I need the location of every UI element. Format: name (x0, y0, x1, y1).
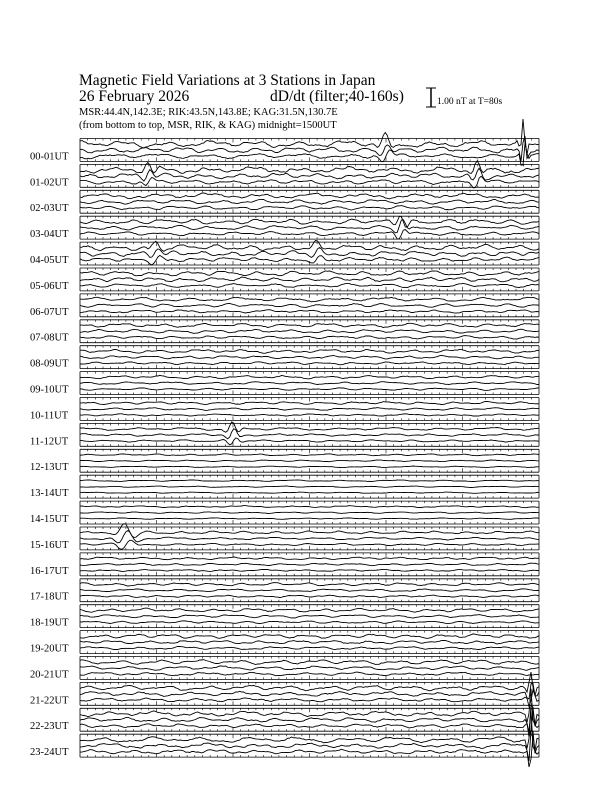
hour-label: 13-14UT (30, 488, 69, 500)
hour-label: 02-03UT (30, 203, 69, 215)
hour-panel (80, 605, 539, 628)
hour-panel (80, 161, 539, 188)
chart-quantity: dD/dt (filter;40-160s) (270, 88, 404, 105)
hour-label: 04-05UT (30, 255, 69, 266)
hour-label: 08-09UT (30, 358, 69, 370)
panels (80, 119, 539, 767)
hour-label: 03-04UT (30, 229, 69, 241)
hour-panel (80, 553, 539, 576)
hour-label: 22-23UT (30, 721, 69, 733)
trace-rik (80, 199, 539, 204)
trace-kag (80, 583, 539, 586)
hour-panel (80, 631, 539, 654)
hour-panel (80, 475, 539, 498)
trace-msr (80, 710, 539, 736)
hour-label: 20-21UT (30, 669, 69, 681)
hour-label: 17-18UT (30, 591, 69, 603)
hour-label: 21-22UT (30, 695, 69, 707)
hour-label: 07-08UT (30, 332, 69, 344)
trace-kag (80, 454, 539, 456)
hour-panel (80, 320, 539, 343)
trace-kag (80, 323, 539, 327)
hour-panel (80, 294, 539, 317)
trace-kag (80, 402, 539, 405)
trace-rik (80, 512, 539, 514)
trace-rik (80, 589, 539, 592)
hour-label: 15-16UT (30, 539, 69, 551)
trace-msr (80, 310, 539, 313)
trace-kag (80, 297, 539, 302)
hour-label: 06-07UT (30, 306, 69, 318)
hour-panel (80, 346, 539, 369)
hour-panel (80, 422, 539, 446)
trace-kag (80, 608, 539, 612)
hour-panel (80, 241, 539, 266)
trace-msr (80, 672, 539, 676)
trace-rik (80, 460, 539, 462)
trace-msr (80, 144, 539, 166)
hour-label: 19-20UT (30, 643, 69, 655)
trace-msr (80, 569, 539, 571)
stations-coordinates: MSR:44.4N,142.3E; RIK:43.5N,143.8E; KAG:31.5N,130.7E (79, 107, 338, 118)
trace-msr (80, 388, 539, 391)
trace-msr (80, 735, 539, 767)
trace-rik (80, 277, 539, 282)
hour-label: 14-15UT (30, 514, 69, 525)
trace-rik (80, 382, 539, 385)
trace-rik (80, 329, 539, 333)
hour-panel (80, 190, 539, 213)
scale-bar (426, 88, 502, 107)
hour-panel (80, 398, 539, 421)
chart-title: Magnetic Field Variations at 3 Stations in Japan (79, 72, 376, 89)
scale-label: 1.00 nT at T=80s (437, 97, 503, 107)
trace-kag (80, 349, 539, 353)
trace-msr (80, 595, 539, 598)
hour-panel (80, 372, 539, 395)
hour-panel (80, 657, 539, 680)
trace-rik (80, 666, 539, 670)
trace-kag (80, 557, 539, 560)
trace-rik (80, 248, 539, 258)
trace-msr (80, 621, 539, 624)
trace-rik (80, 563, 539, 566)
station-order-note: (from bottom to top, MSR, RIK, & KAG) midnight=1500UT (79, 120, 337, 131)
hour-label: 00-01UT (30, 151, 69, 163)
hour-label: 09-10UT (30, 384, 69, 396)
trace-kag (80, 480, 539, 482)
hour-panel (80, 579, 539, 602)
trace-msr (80, 647, 539, 650)
hour-label: 12-13UT (30, 462, 69, 474)
trace-msr (80, 466, 539, 468)
trace-kag (80, 506, 539, 508)
hour-panel (80, 524, 539, 550)
trace-kag (80, 375, 539, 378)
trace-rik (80, 220, 539, 233)
hour-label: 11-12UT (30, 436, 69, 448)
trace-rik (80, 486, 539, 488)
trace-msr (80, 518, 539, 519)
hour-label: 18-19UT (30, 617, 69, 629)
hour-label: 23-24UT (30, 747, 69, 759)
hour-panel (80, 268, 539, 291)
hour-panel (80, 449, 539, 472)
trace-msr (80, 492, 539, 493)
trace-rik (80, 640, 539, 644)
chart-date: 26 February 2026 (79, 88, 190, 105)
trace-kag (80, 193, 539, 199)
trace-rik (80, 355, 539, 359)
hour-panel (80, 501, 539, 524)
hour-label: 05-06UT (30, 280, 69, 292)
trace-rik (80, 304, 539, 308)
trace-rik (80, 615, 539, 618)
hour-label: 16-17UT (30, 565, 69, 577)
hour-label: 01-02UT (30, 177, 69, 189)
trace-rik (80, 408, 539, 411)
hour-labels (30, 151, 69, 758)
trace-msr (80, 336, 539, 339)
trace-msr (80, 414, 539, 416)
trace-msr (80, 362, 539, 365)
hour-panel (80, 216, 539, 239)
hour-label: 10-11UT (30, 410, 69, 422)
hour-panel (80, 689, 539, 737)
